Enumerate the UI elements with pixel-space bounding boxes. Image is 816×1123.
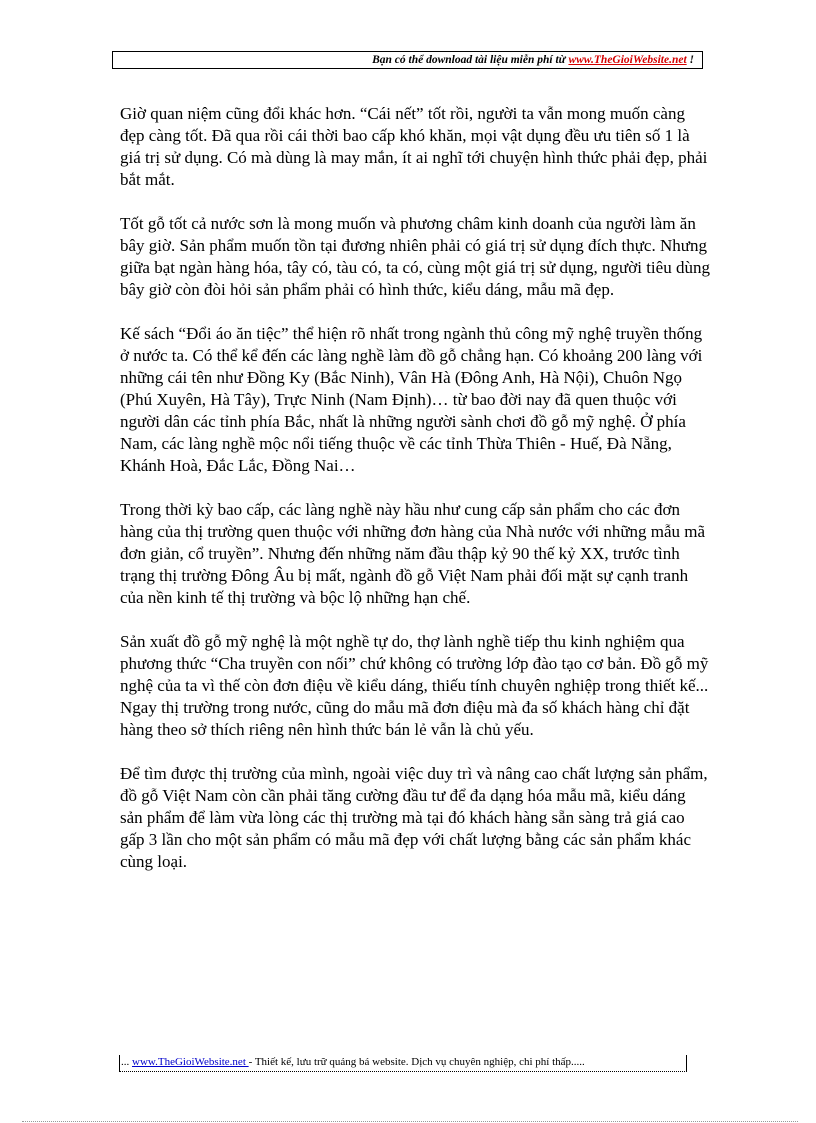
- paragraph-6: Để tìm được thị trường của mình, ngoài việc duy trì và nâng cao chất lượng sản phẩm, đồ gỗ Việt Nam còn cần phải tăng cường đầu tư để đa dạng hóa mẫu mã, kiểu dáng sản phẩm để làm vừa lòng các thị trường mà tại đó khách hàng sẵn sàng trả giá cao gấp 3 lần cho một sản phẩm có mẫu mã đẹp với chất lượng bằng các sản phẩm khác cùng loại.: [120, 764, 708, 871]
- header-website-link[interactable]: www.TheGioiWebsite.net: [568, 54, 687, 66]
- footer-prefix: ...: [121, 1056, 132, 1068]
- paragraph-4: Trong thời kỳ bao cấp, các làng nghề này hầu như cung cấp sản phẩm cho các đơn hàng của thị trường quen thuộc với những đơn hàng của Nhà nước với những mẫu mã đơn giản, cổ truyền”. Nhưng đến những năm đầu thập kỷ 90 thế kỷ XX, trước tình trạng thị trường Đông Âu bị mất, ngành đồ gỗ Việt Nam phải đối mặt sự cạnh tranh của nền kinh tế thị trường và bộc lộ những hạn chế.: [120, 500, 706, 607]
- paragraph-1: Giờ quan niệm cũng đổi khác hơn. “Cái nết” tốt rồi, người ta vẫn mong muốn càng đẹp càng tốt. Đã qua rồi cái thời bao cấp khó khăn, mọi vật dụng đều ưu tiên số 1 là giá trị sử dụng. Có mà dùng là may mắn, ít ai nghĩ tới chuyện hình thức phải đẹp, phải bắt mắt.: [120, 104, 708, 189]
- paragraph-5: Sản xuất đồ gỗ mỹ nghệ là một nghề tự do, thợ lành nghề tiếp thu kinh nghiệm qua phương thức “Cha truyền con nối” chứ không có trường lớp đào tạo cơ bản. Đồ gỗ mỹ nghệ của ta vì thế còn đơn điệu về kiểu dáng, thiếu tính chuyên nghiệp trong thiết kế... Ngay thị trường trong nước, cũng do mẫu mã đơn điệu mà đa số khách hàng chỉ đặt hàng theo sở thích riêng nên hình thức bán lẻ vẫn là chủ yếu.: [120, 632, 709, 739]
- paragraph-3: Kế sách “Đổi áo ăn tiệc” thể hiện rõ nhất trong ngành thủ công mỹ nghệ truyền thống ở nước ta. Có thể kể đến các làng nghề làm đồ gỗ chẳng hạn. Có khoảng 200 làng với những cái tên như Đồng Ky (Bắc Ninh), Vân Hà (Đông Anh, Hà Nội), Chuôn Ngọ (Phú Xuyên, Hà Tây), Trực Ninh (Nam Định)… từ bao đời nay đã quen thuộc với người dân các tỉnh phía Bắc, nhất là những người sành chơi đồ gỗ mỹ nghệ. Ở phía Nam, các làng nghề mộc nổi tiếng thuộc về các tỉnh Thừa Thiên - Huế, Đà Nẵng, Khánh Hoà, Đắc Lắc, Đồng Nai…: [120, 324, 703, 475]
- header-text: Bạn có thể download tài liệu miễn phí từ: [372, 54, 569, 66]
- page-header: [112, 51, 703, 69]
- page-bottom-edge: [22, 1121, 798, 1122]
- paragraph-2: Tốt gỗ tốt cả nước sơn là mong muốn và phương châm kinh doanh của người làm ăn bây giờ. Sản phẩm muốn tồn tại đương nhiên phải có giá trị sử dụng đích thực. Nhưng giữa bạt ngàn hàng hóa, tây có, tàu có, ta có, cùng một giá trị sử dụng, người tiêu dùng bây giờ còn đòi hỏi sản phẩm phải có hình thức, kiểu dáng, mẫu mã đẹp.: [120, 214, 710, 299]
- footer-website-link[interactable]: www.TheGioiWebsite.net: [132, 1056, 249, 1068]
- document-body: [120, 103, 710, 895]
- header-suffix: !: [686, 54, 694, 66]
- page-footer: [119, 1055, 687, 1072]
- footer-text: - Thiết kế, lưu trữ quảng bá website. Dịch vụ chuyên nghiệp, chi phí thấp.....: [248, 1056, 585, 1068]
